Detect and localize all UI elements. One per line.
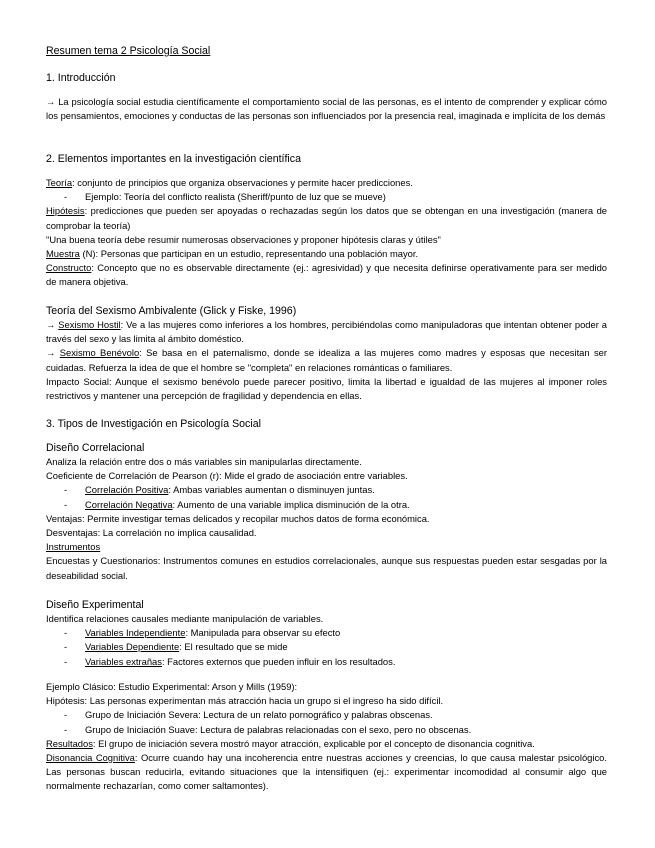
variable-dependiente-text: : El resultado que se mide xyxy=(179,641,288,653)
ejemplo-section xyxy=(46,680,607,794)
variables-extranas-term: Variables extrañas xyxy=(85,655,162,667)
desventajas: Desventajas: La correlación no implica causalidad. xyxy=(46,527,257,539)
variable-dependiente-term: Variables Dependiente xyxy=(85,641,180,653)
variable-independiente-term: Variables Independiente xyxy=(85,627,186,639)
instrumentos-text: Encuestas y Cuestionarios: Instrumentos comunes en estudios correlacionales, aunque sus respuestas pueden estar sesgadas por la deseabilidad social. xyxy=(46,555,607,581)
section-1-heading: 1. Introducción xyxy=(46,72,116,84)
muestra-text: (N): Personas que participan en un estudio, representando una población mayor. xyxy=(79,248,419,260)
constructo-definition xyxy=(46,261,607,289)
section-2-body xyxy=(46,176,607,290)
grupo-suave-item: - Grupo de Iniciación Suave: Lectura de palabras relacionadas con el sexo, pero no obscenas. xyxy=(64,723,472,735)
disonancia-cognitiva xyxy=(46,751,607,794)
muestra-definition xyxy=(46,247,607,261)
variable-dependiente-item: - Variables Dependiente: El resultado que se mide xyxy=(64,641,288,653)
arrow-prefix: → xyxy=(46,347,60,359)
teoria-text: : conjunto de principios que organiza observaciones y permite hacer predicciones. xyxy=(72,177,413,188)
document-title: Resumen tema 2 Psicología Social xyxy=(46,45,211,57)
correlacion-positiva-item: - Correlación Positiva: Ambas variables aumentan o disminuyen juntas. xyxy=(64,484,375,496)
resultados-text: : El grupo de iniciación severa mostró mayor atracción, explicable por el concepto de disonancia cognitiva. xyxy=(92,737,535,749)
section-2-heading-block xyxy=(46,152,607,166)
variable-independiente-item: - Variables Independiente: Manipulada para observar su efecto xyxy=(64,627,341,639)
sexismo-benevolo-text: : Se basa en el paternalismo, donde se idealiza a las mujeres como madres y esposas que necesitan ser cuidadas. Refuerza la idea de que el hombre se "completa" en relaciones románticas o familiares. xyxy=(46,347,607,373)
intro-paragraph: → La psicología social estudia científicamente el comportamiento social de las personas, es el intento de comprender y explicar cómo los pensamientos, emociones y conductas de las personas son influenciados por la presencia real, imaginada e implícita de los demás xyxy=(46,96,607,122)
section-1-heading-block xyxy=(46,71,607,85)
correlacion-negativa-term: Correlación Negativa xyxy=(85,498,173,510)
section-1-body xyxy=(46,95,607,123)
constructo-text: : Concepto que no es observable directamente (ej.: agresividad) y que necesita definirse operativamente para ser medido de manera objetiva. xyxy=(46,262,607,288)
arrow-prefix: → xyxy=(46,319,59,330)
grupo-severa-item: - Grupo de Iniciación Severa: Lectura de un relato pornográfico y palabras obscenas. xyxy=(64,709,433,721)
teoria-term: Teoría xyxy=(46,177,73,188)
correlacional-section xyxy=(46,441,607,583)
experimental-line-1: Identifica relaciones causales mediante manipulación de variables. xyxy=(46,613,324,624)
sexismo-hostil-term: Sexismo Hostil xyxy=(58,319,121,330)
sexismo-benevolo xyxy=(46,346,607,374)
resultados-term: Resultados xyxy=(46,737,93,749)
sexismo-hostil-text: : Ve a las mujeres como inferiores a los hombres, percibiéndolas como manipuladoras que intentan obtener poder a través del sexo y las limita al ámbito doméstico. xyxy=(46,319,607,345)
section-3-heading: 3. Tipos de Investigación en Psicología Social xyxy=(46,418,261,430)
correlacional-line-2: Coeficiente de Correlación de Pearson (r): Mide el grado de asociación entre variables. xyxy=(46,470,408,482)
variables-extranas-item: - Variables extrañas: Factores externos que pueden influir en los resultados. xyxy=(64,655,396,667)
sexismo-heading: Teoría del Sexismo Ambivalente (Glick y Fiske, 1996) xyxy=(46,305,297,317)
constructo-term: Constructo xyxy=(46,262,92,274)
disonancia-term: Disonancia Cognitiva xyxy=(46,752,135,764)
correlacion-negativa-item: - Correlación Negativa: Aumento de una variable implica disminución de la otra. xyxy=(64,498,410,510)
ejemplo-heading: Ejemplo Clásico: Estudio Experimental: Arson y Mills (1959): xyxy=(46,681,298,692)
correlacional-line-1: Analiza la relación entre dos o más variables sin manipularlas directamente. xyxy=(46,456,362,467)
hipotesis-definition xyxy=(46,204,607,232)
experimental-heading: Diseño Experimental xyxy=(46,599,144,611)
sexismo-hostil xyxy=(46,318,607,346)
variable-independiente-text: : Manipulada para observar su efecto xyxy=(185,627,341,639)
teoria-example-item: - Ejemplo: Teoría del conflicto realista (Sheriff/punto de luz que se mueve) xyxy=(64,191,386,203)
sexismo-section xyxy=(46,304,607,403)
hipotesis-term: Hipótesis xyxy=(46,205,85,217)
grupo-suave-text: Grupo de Iniciación Suave: Lectura de palabras relacionadas con el sexo, pero no obscenas. xyxy=(85,723,472,735)
teoria-quote: "Una buena teoría debe resumir numerosas observaciones y proponer hipótesis claras y útiles" xyxy=(46,233,441,245)
disonancia-text: : Ocurre cuando hay una incoherencia entre nuestras acciones y creencias, lo que causa malestar psicológico. Las personas buscan reducirla, evitando situaciones que la intensifiquen (ej.: experimentar incomodidad al consumir algo que normalmente rechazarían, como comer saltamontes). xyxy=(46,752,607,792)
resultados xyxy=(46,737,607,751)
section-2-heading: 2. Elementos importantes en la investigación científica xyxy=(46,153,301,165)
variables-extranas-text: : Factores externos que pueden influir en los resultados. xyxy=(161,655,396,667)
ejemplo-hipotesis: Hipótesis: Las personas experimentan más atracción hacia un grupo si el ingreso ha sido difícil. xyxy=(46,695,444,707)
grupo-severa-text: Grupo de Iniciación Severa: Lectura de un relato pornográfico y palabras obscenas. xyxy=(85,709,433,721)
correlacion-negativa-text: : Aumento de una variable implica disminución de la otra. xyxy=(172,498,410,510)
hipotesis-text: : predicciones que pueden ser apoyadas o rechazadas según los datos que se obtengan en una investigación (manera de comprobar la teoría) xyxy=(46,205,607,231)
teoria-example: Ejemplo: Teoría del conflicto realista (Sheriff/punto de luz que se mueve) xyxy=(85,191,386,203)
correlacional-heading: Diseño Correlacional xyxy=(46,442,145,454)
ventajas: Ventajas: Permite investigar temas delicados y recopilar muchos datos de forma económica. xyxy=(46,512,430,524)
sexismo-benevolo-term: Sexismo Benévolo xyxy=(59,347,140,359)
section-3-heading-block xyxy=(46,417,607,431)
correlacion-positiva-text: : Ambas variables aumentan o disminuyen juntas. xyxy=(168,484,375,496)
muestra-term: Muestra xyxy=(46,248,80,260)
experimental-section xyxy=(46,598,607,669)
teoria-definition xyxy=(46,176,607,190)
impacto-social: Impacto Social: Aunque el sexismo benévolo puede parecer positivo, limita la libertad e igualdad de las mujeres al imponer roles restrictivos y mantener una percepción de fragilidad y dependencia en ellas. xyxy=(46,375,607,402)
instrumentos-heading: Instrumentos xyxy=(46,541,101,553)
correlacion-positiva-term: Correlación Positiva xyxy=(85,484,169,496)
document-title-block xyxy=(46,44,607,58)
